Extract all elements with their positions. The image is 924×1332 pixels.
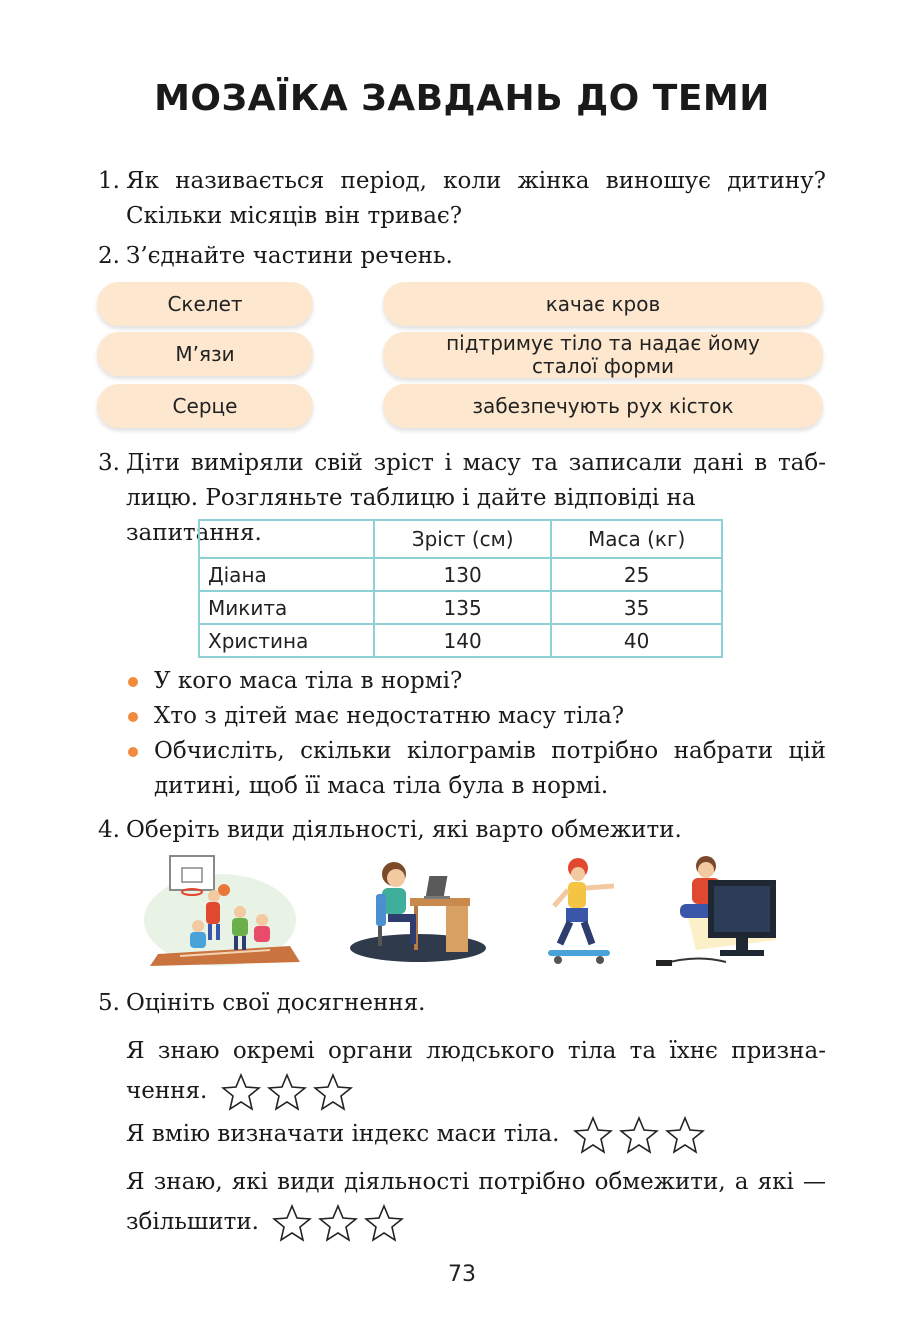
computer-desk-illustration[interactable] (348, 850, 490, 968)
task-2 (98, 239, 826, 274)
sentence-end-moves-bones[interactable]: забезпечують рух кісток (383, 384, 823, 428)
task-4-text: Оберіть види діяльності, які варто обмежити. (126, 817, 682, 843)
task-number: 3. (98, 450, 120, 476)
rating-star-icon[interactable] (364, 1204, 404, 1242)
sentence-start-muscles[interactable]: М’язи (97, 332, 313, 376)
table-header-cell: Маса (кг) (551, 520, 722, 558)
table-row (199, 558, 722, 591)
table-cell-name: Микита (199, 591, 374, 624)
bullet-dot-icon (128, 677, 138, 687)
question-text: У кого маса тіла в нормі? (154, 668, 463, 694)
question-text-continued: дитині, щоб її маса тіла була в нормі. (154, 773, 609, 799)
page-title: МОЗАЇКА ЗАВДАНЬ ДО ТЕМИ (154, 78, 770, 119)
sentence-end-pumps-blood[interactable]: качає кров (383, 282, 823, 326)
rating-star-icon[interactable] (313, 1073, 353, 1111)
achievement-2 (126, 1114, 826, 1154)
rating-star-icon[interactable] (619, 1116, 659, 1154)
table-cell-name: Діана (199, 558, 374, 591)
rating-star-icon[interactable] (267, 1073, 307, 1111)
task-1-line-2: Скільки місяців він триває? (126, 203, 463, 229)
achievement-3 (126, 1162, 826, 1242)
table-header-cell: Зріст (см) (374, 520, 551, 558)
task-4 (98, 813, 826, 848)
question-item (128, 734, 826, 804)
rating-star-icon[interactable] (573, 1116, 613, 1154)
question-item (128, 664, 826, 699)
achievement-3-line-2: збільшити. (126, 1209, 259, 1235)
task-3-line-2: лицю. Розгляньте таблицю і дайте відповіді на запитання. (126, 485, 696, 546)
table-header-cell (199, 520, 374, 558)
table-cell-height: 135 (374, 591, 551, 624)
table-cell-height: 130 (374, 558, 551, 591)
gaming-tv-illustration[interactable] (656, 850, 780, 968)
question-item (128, 699, 826, 734)
task-number: 5. (98, 990, 120, 1016)
table-header-row (199, 520, 722, 558)
bullet-dot-icon (128, 712, 138, 722)
sentence-end-supports-body[interactable]: підтримує тіло та надає йому сталої форми (383, 332, 823, 378)
table-row (199, 624, 722, 657)
basketball-illustration[interactable] (140, 850, 302, 968)
task-3-line-1: Діти виміряли свій зріст і масу та записали дані в таб- (126, 450, 826, 476)
rating-star-icon[interactable] (318, 1204, 358, 1242)
skateboarder-illustration[interactable] (540, 850, 630, 968)
achievement-1-line-2: чення. (126, 1078, 208, 1104)
table-cell-name: Христина (199, 624, 374, 657)
bullet-dot-icon (128, 747, 138, 757)
question-text: Обчисліть, скільки кілограмів потрібно набрати цій (154, 738, 826, 764)
task-5-text: Оцініть свої досягнення. (126, 990, 426, 1016)
rating-star-icon[interactable] (665, 1116, 705, 1154)
task-5 (98, 986, 826, 1021)
task-1-line-1: Як називається період, коли жінка виношує дитину? (126, 168, 826, 194)
task-2-text: З’єднайте частини речень. (126, 243, 453, 269)
sentence-start-skeleton[interactable]: Скелет (97, 282, 313, 326)
achievement-1 (126, 1031, 826, 1111)
task-1 (98, 164, 826, 234)
sentence-start-heart[interactable]: Серце (97, 384, 313, 428)
table-row (199, 591, 722, 624)
page-number: 73 (448, 1262, 476, 1287)
achievement-3-line-1: Я знаю, які види діяльності потрібно обмежити, а які — (126, 1169, 826, 1195)
table-cell-mass: 40 (551, 624, 722, 657)
table-cell-height: 140 (374, 624, 551, 657)
task-number: 4. (98, 817, 120, 843)
table-cell-mass: 25 (551, 558, 722, 591)
rating-star-icon[interactable] (272, 1204, 312, 1242)
height-weight-table (198, 519, 723, 658)
task-3-questions (128, 664, 826, 804)
achievement-2-text: Я вмію визначати індекс маси тіла. (126, 1121, 560, 1147)
task-number: 2. (98, 243, 120, 269)
achievement-1-line-1: Я знаю окремі органи людського тіла та їхнє призна- (126, 1038, 826, 1064)
task-number: 1. (98, 168, 120, 194)
question-text: Хто з дітей має недостатню масу тіла? (154, 703, 625, 729)
table-cell-mass: 35 (551, 591, 722, 624)
rating-star-icon[interactable] (221, 1073, 261, 1111)
